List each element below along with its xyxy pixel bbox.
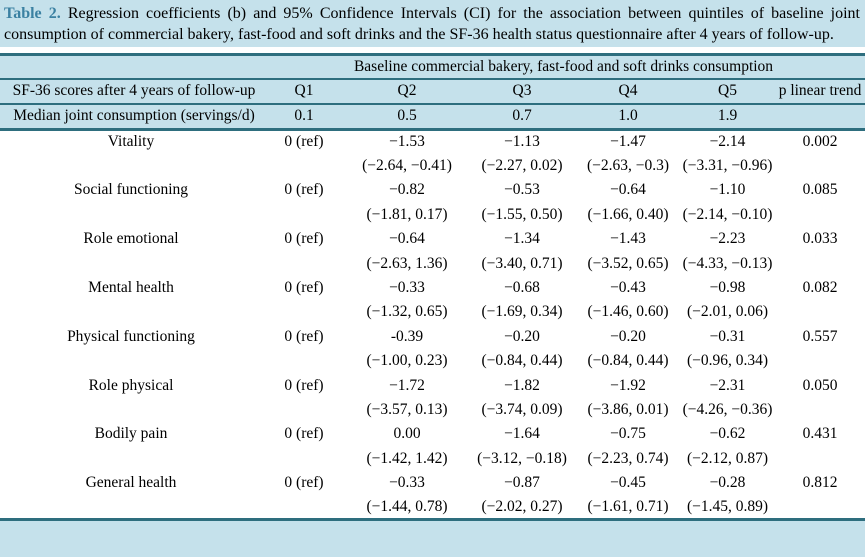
ci-row [0,300,865,324]
ci-cell-q2: (−2.64, −0.41) [362,157,452,175]
coef-cell-q5: −2.23 [709,230,746,248]
coef-cell-q5: −0.98 [709,279,746,297]
median-value-q4: 1.0 [576,104,680,130]
ci-p-spacer [775,447,865,471]
coef-cell-q3: −1.13 [504,133,540,151]
ci-cell-q2: (−1.44, 0.78) [366,497,448,515]
ci-p-spacer [775,154,865,178]
score-row [0,471,865,495]
ci-p-spacer [775,495,865,519]
ref-cell: 0 (ref) [284,279,324,297]
coef-cell-q4: −1.92 [610,376,646,394]
ci-row [0,154,865,178]
coef-cell-q2: −1.72 [389,376,425,394]
median-value-q1: 0.1 [262,104,346,130]
ci-ref-spacer [262,398,346,422]
ci-cell-q5: (−0.96, 0.34) [686,352,769,370]
ci-cell-q3: (−1.69, 0.34) [481,303,563,321]
coef-cell-q5: −1.10 [709,181,746,199]
ref-cell: 0 (ref) [284,230,324,248]
coef-cell-q4: −1.47 [610,133,646,151]
ci-ref-spacer [262,300,346,324]
ci-cell-q3: (−1.55, 0.50) [481,205,563,223]
coef-cell-q3: −0.87 [504,474,540,492]
coef-cell-q5: −0.28 [709,474,746,492]
ci-row [0,203,865,227]
column-header-q1: Q1 [262,79,346,104]
ci-cell-q2: (−1.00, 0.23) [366,352,448,370]
column-header-q2: Q2 [346,79,468,104]
ci-cell-q4: (−3.52, 0.65) [587,254,669,272]
coef-cell-q3: −1.34 [504,230,540,248]
ci-cell-q3: (−3.74, 0.09) [481,400,563,418]
ref-cell: 0 (ref) [284,376,324,394]
coef-cell-q5: −0.62 [709,425,746,443]
ci-row [0,398,865,422]
caption-text: Regression coefficients (b) and 95% Confidence Intervals (CI) for the association between quintiles of baseline joint consumption of commercial bakery, fast-food and soft drinks and the SF-36 health status questionnaire after 4 years of follow-up. [4,5,860,43]
ci-cell-q4: (−1.46, 0.60) [587,303,669,321]
score-label-cell: Vitality [107,133,155,151]
ci-ref-spacer [262,154,346,178]
ci-cell-q3: (−2.27, 0.02) [481,157,563,175]
p-value-cell: 0.033 [802,230,838,248]
ci-ref-spacer [262,349,346,373]
coef-cell-q3: −0.53 [504,181,540,199]
coef-cell-q5: −0.31 [709,327,746,345]
score-label-cell: Role physical [88,376,174,394]
coef-cell-q5: −2.31 [709,376,746,394]
score-label-cell: Physical functioning [67,327,195,345]
median-p-cell [775,104,865,130]
ci-p-spacer [775,203,865,227]
ci-cell-q2: (−1.32, 0.65) [366,303,448,321]
coef-cell-q3: −0.20 [504,327,540,345]
column-header-row [0,79,865,104]
coef-cell-q3: −1.82 [504,376,540,394]
ci-cell-q4: (−2.23, 0.74) [587,449,669,467]
ci-label-spacer [0,398,262,422]
score-row [0,373,865,397]
score-row [0,276,865,300]
coef-cell-q2: −0.33 [389,474,425,492]
p-value-cell: 0.002 [802,133,838,151]
column-header-p-trend: p linear trend [775,79,865,104]
ci-cell-q2: (−1.81, 0.17) [366,205,448,223]
coef-cell-q4: −0.43 [610,279,646,297]
median-value-q3: 0.7 [468,104,576,130]
ci-label-spacer [0,495,262,519]
ci-ref-spacer [262,447,346,471]
ci-ref-spacer [262,251,346,275]
ci-cell-q5: (−1.45, 0.89) [686,497,769,515]
score-row [0,130,865,154]
coef-cell-q2: -0.39 [390,327,424,345]
ci-cell-q4: (−1.66, 0.40) [587,205,669,223]
score-row [0,422,865,446]
column-header-q4: Q4 [576,79,680,104]
ci-cell-q2: (−2.63, 1.36) [366,254,448,272]
ref-cell: 0 (ref) [284,133,324,151]
coef-cell-q2: −0.33 [389,279,425,297]
ref-cell: 0 (ref) [284,327,324,345]
coef-cell-q5: −2.14 [709,133,746,151]
ci-label-spacer [0,300,262,324]
coef-cell-q4: −0.45 [610,474,646,492]
ci-label-spacer [0,251,262,275]
table-body [0,130,865,520]
ref-cell: 0 (ref) [284,474,324,492]
ref-cell: 0 (ref) [284,425,324,443]
table-header [0,55,865,130]
ci-cell-q4: (−0.84, 0.44) [587,352,669,370]
score-label-cell: Bodily pain [94,425,168,443]
ci-label-spacer [0,154,262,178]
ci-cell-q4: (−1.61, 0.71) [587,497,669,515]
score-row [0,227,865,251]
coef-cell-q2: 0.00 [393,425,421,443]
coef-cell-q2: −1.53 [389,133,425,151]
ci-label-spacer [0,447,262,471]
ci-p-spacer [775,398,865,422]
median-value-q2: 0.5 [346,104,468,130]
ci-cell-q3: (−0.84, 0.44) [481,352,563,370]
p-value-cell: 0.085 [802,181,838,199]
regression-table [0,53,865,521]
ref-cell: 0 (ref) [284,181,324,199]
p-value-cell: 0.050 [802,376,838,394]
ci-row [0,349,865,373]
coef-cell-q4: −1.43 [610,230,646,248]
coef-cell-q3: −0.68 [504,279,540,297]
ci-ref-spacer [262,495,346,519]
median-value-q5: 1.9 [680,104,775,130]
column-group-header: Baseline commercial bakery, fast-food and soft drinks consumption [262,55,865,79]
ci-cell-q5: (−2.01, 0.06) [686,303,769,321]
score-row [0,325,865,349]
coef-cell-q4: −0.20 [610,327,646,345]
p-value-cell: 0.812 [802,474,838,492]
p-value-cell: 0.082 [802,279,838,297]
ci-cell-q5: (−3.31, −0.96) [682,157,773,175]
ci-cell-q3: (−3.40, 0.71) [481,254,563,272]
ci-cell-q2: (−3.57, 0.13) [366,400,448,418]
table-caption [0,0,865,47]
group-header-spacer [0,55,262,79]
column-header-q3: Q3 [468,79,576,104]
ci-row [0,495,865,519]
ci-p-spacer [775,349,865,373]
score-label-cell: General health [85,474,177,492]
score-label-cell: Mental health [88,279,174,297]
group-header-row [0,55,865,79]
score-row [0,178,865,202]
ci-row [0,447,865,471]
ci-ref-spacer [262,203,346,227]
ci-cell-q5: (−4.33, −0.13) [682,254,773,272]
p-value-cell: 0.431 [802,425,838,443]
ci-cell-q3: (−2.02, 0.27) [481,497,563,515]
score-label-cell: Role emotional [83,230,179,248]
coef-cell-q2: −0.64 [389,230,425,248]
ci-p-spacer [775,251,865,275]
ci-p-spacer [775,300,865,324]
ci-row [0,251,865,275]
median-row-label: Median joint consumption (servings/d) [0,104,262,130]
ci-cell-q4: (−2.63, −0.3) [586,157,670,175]
ci-cell-q5: (−2.14, −0.10) [682,205,773,223]
median-consumption-row [0,104,865,130]
coef-cell-q4: −0.64 [610,181,646,199]
ci-label-spacer [0,203,262,227]
ci-cell-q5: (−2.12, 0.87) [686,449,769,467]
p-value-cell: 0.557 [802,327,838,345]
column-header-q5: Q5 [680,79,775,104]
coef-cell-q4: −0.75 [610,425,646,443]
ci-cell-q4: (−3.86, 0.01) [587,400,669,418]
score-label-cell: Social functioning [73,181,189,199]
ci-cell-q5: (−4.26, −0.36) [682,400,773,418]
column-header-scores: SF-36 scores after 4 years of follow-up [0,79,262,104]
table-number-label: Table 2. [4,5,61,22]
ci-cell-q2: (−1.42, 1.42) [366,449,448,467]
coef-cell-q3: −1.64 [504,425,540,443]
ci-label-spacer [0,349,262,373]
coef-cell-q2: −0.82 [389,181,425,199]
ci-cell-q3: (−3.12, −0.18) [477,449,567,467]
